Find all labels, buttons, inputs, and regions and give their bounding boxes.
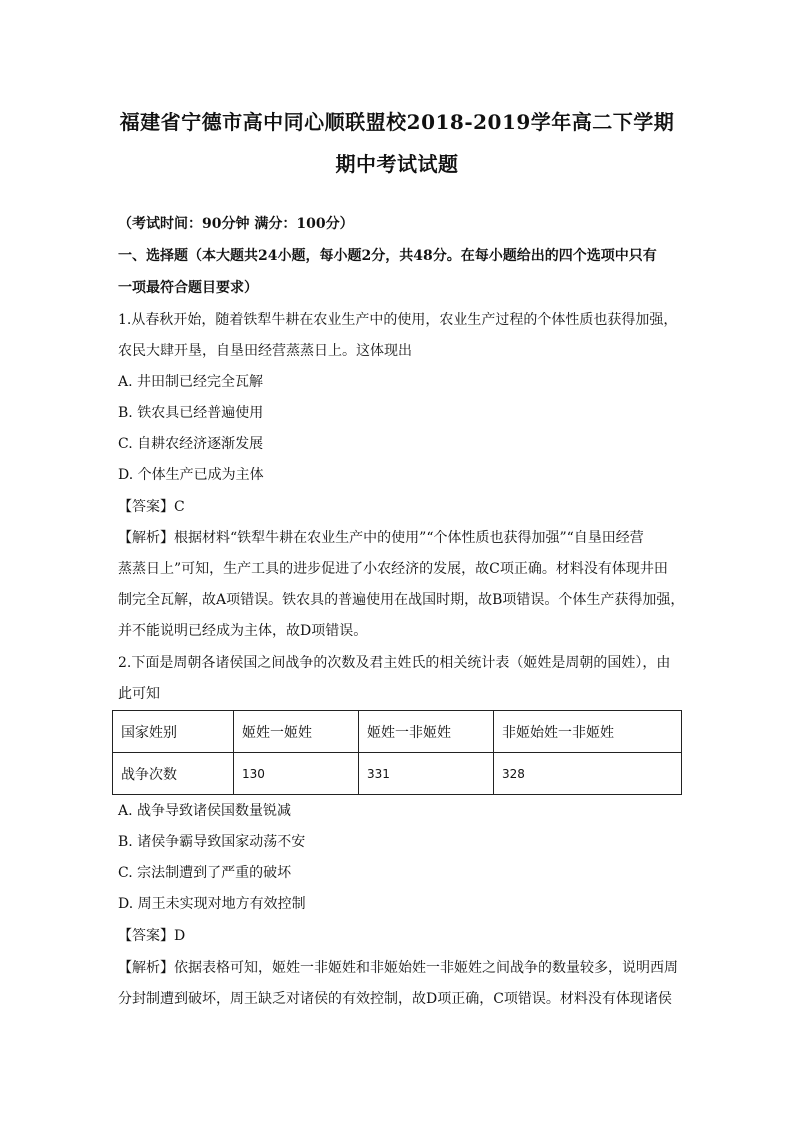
q1-option-b: B. 铁农具已经普遍使用 (118, 405, 264, 421)
q2-option-d: D. 周王未实现对地方有效控制 (118, 896, 306, 912)
q2-stem-line2: 此可知 (118, 686, 160, 702)
table-cell: 331 (359, 753, 494, 795)
q1-analysis-line1: 【解析】根据材料“铁犁牛耕在农业生产中的使用”“个体性质也获得加强”“自垦田经营 (118, 530, 644, 546)
q1-option-c: C. 自耕农经济逐渐发展 (118, 436, 264, 452)
section-heading-line1: 一、选择题（本大题共24小题，每小题2分，共48分。在每小题给出的四个选项中只有 (118, 248, 657, 264)
table-cell: 130 (234, 753, 359, 795)
exam-info: （考试时间：90分钟 满分：100分） (118, 216, 354, 232)
document-title-line2: 期中考试试题 (335, 152, 459, 176)
q1-answer: 【答案】C (118, 499, 185, 515)
q2-option-b: B. 诸侯争霸导致国家动荡不安 (118, 834, 306, 850)
table-header-cell: 姬姓一非姬姓 (359, 711, 494, 753)
q1-option-d: D. 个体生产已成为主体 (118, 467, 264, 483)
q2-option-a: A. 战争导致诸侯国数量锐减 (118, 803, 292, 819)
table-cell: 328 (494, 753, 682, 795)
table-cell: 战争次数 (113, 753, 234, 795)
q1-stem-line1: 1.从春秋开始，随着铁犁牛耕在农业生产中的使用，农业生产过程的个体性质也获得加强， (118, 312, 678, 328)
q2-analysis-line1: 【解析】依据表格可知，姬姓一非姬姓和非姬始姓一非姬姓之间战争的数量较多，说明西周 (118, 960, 678, 976)
q2-option-c: C. 宗法制遭到了严重的破坏 (118, 865, 292, 881)
table-header-row (113, 711, 682, 753)
q1-analysis-line4: 并不能说明已经成为主体，故D项错误。 (118, 623, 368, 639)
section-heading-line2: 一项最符合题目要求） (118, 280, 258, 296)
table-header-cell: 姬姓一姬姓 (234, 711, 359, 753)
q1-analysis-line3: 制完全瓦解，故A项错误。铁农具的普遍使用在战国时期，故B项错误。个体生产获得加强， (118, 592, 685, 608)
q2-answer: 【答案】D (118, 928, 186, 944)
q1-option-a: A. 井田制已经完全瓦解 (118, 374, 264, 390)
q1-analysis-line2: 蒸蒸日上”可知，生产工具的进步促进了小农经济的发展，故C项正确。材料没有体现井田 (118, 561, 668, 577)
q2-stem-line1: 2.下面是周朝各诸侯国之间战争的次数及君主姓氏的相关统计表（姬姓是周朝的国姓），由 (118, 655, 671, 671)
table-header-cell: 非姬始姓一非姬姓 (494, 711, 682, 753)
war-statistics-table (112, 710, 682, 795)
q2-analysis-line2: 分封制遭到破坏，周王缺乏对诸侯的有效控制，故D项正确，C项错误。材料没有体现诸侯 (118, 991, 672, 1007)
document-title-line1: 福建省宁德市高中同心顺联盟校2018-2019学年高二下学期 (119, 110, 675, 134)
q1-stem-line2: 农民大肆开垦，自垦田经营蒸蒸日上。这体现出 (118, 343, 412, 359)
table-row (113, 753, 682, 795)
table-header-cell: 国家姓别 (113, 711, 234, 753)
